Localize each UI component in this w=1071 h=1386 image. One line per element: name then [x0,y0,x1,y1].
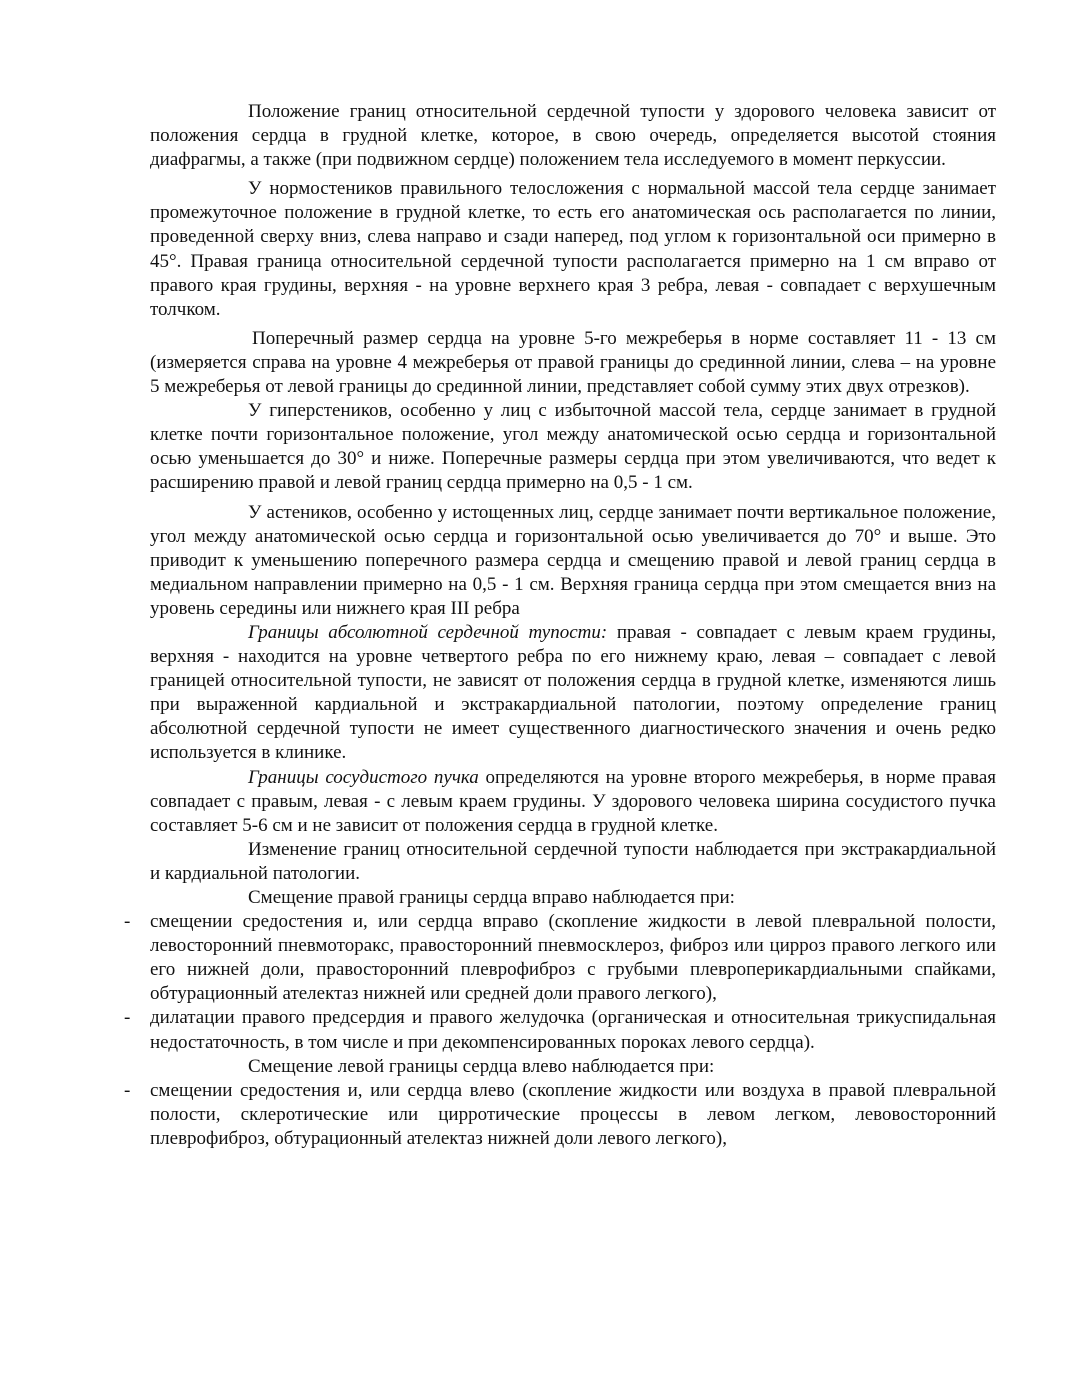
paragraph-4: У гиперстеников, особенно у лиц с избыточной массой тела, сердце занимает в грудной клетке почти горизонтальное положение, угол между анатомической осью сердца и горизонтальной осью уменьшается до 30° и ниже. Поперечные размеры сердца при этом увеличиваются, что ведет к расширению правой и левой границ сердца примерно на 0,5 - 1 см. [150,400,996,494]
list-bullet: - [124,1079,131,1101]
paragraph-1: Положение границ относительной сердечной тупости у здорового человека зависит от положения сердца в грудной клетке, которое, в свою очередь, определяется высотой стояния диафрагмы, а также (при подвижном сердце) положением тела исследуемого в момент перкуссии. [150,101,996,171]
paragraph-9: Смещение правой границы сердца вправо наблюдается при: [248,887,735,908]
paragraph-3: Поперечный размер сердца на уровне 5-го межреберья в норме составляет 11 - 13 см (измеряется справа на уровне 4 межреберья от правой границы до срединной линии, слева – на уровне 5 межреберья от левой границы до срединной линии, представляет собой сумму этих двух отрезков). [150,327,996,398]
list-item [124,1079,996,1151]
list-item-text: смещении средостения и, или сердца вправо (скопление жидкости в левой плевральной полости, левосторонний пневмоторакс, правосторонний пневмосклероз, фиброз или цирроз правого легкого или его нижней доли, правосторонний плеврофиброз с грубыми плевроперикардиальными спайками, обтурационный ателектаз нижней или средней доли правого легкого), [150,911,996,1005]
list-item-text: смещении средостения и, или сердца влево (скопление жидкости или воздуха в правой плевральной полости, склеротические или цирротические процессы в левом легком, левовосторонний плеврофиброз, обтурационный ателектаз нижней доли левого легкого), [150,1079,996,1149]
paragraph-7-heading: Границы сосудистого пучка [248,766,479,788]
paragraph-8: Изменение границ относительной сердечной тупости наблюдается при экстракардиальной и кардиальной патологии. [150,838,996,884]
list-bullet: - [124,911,131,933]
paragraph-6-heading: Границы абсолютной сердечной тупости: [248,621,608,643]
right-shift-list [124,910,996,1055]
left-shift-list [124,1079,996,1151]
list-bullet: - [124,1007,131,1029]
document-page [124,100,996,1151]
paragraph-2: У нормостеников правильного телосложения с нормальной массой тела сердце занимает промежуточное положение в грудной клетке, то есть его анатомическая ось располагается по линии, проведенной сверху вниз, слева направо и сзади наперед, под углом к горизонтальной оси примерно в 45°. Правая граница относительной сердечной тупости располагается примерно на 1 см вправо от правого края грудины, верхняя - на уровне верхнего края 3 ребра, левая - совпадает с верхушечным толчком. [150,178,996,320]
paragraph-10: Смещение левой границы сердца влево наблюдается при: [248,1055,715,1077]
paragraph-7-text: определяются на уровне второго межреберья, в норме правая совпадает с правым, левая - с левым краем грудины. У здорового человека ширина сосудистого пучка составляет 5-6 см и не зависит от положения сердца в грудной клетке. [150,766,996,836]
paragraph-5: У астеников, особенно у истощенных лиц, сердце занимает почти вертикальное положение, угол между анатомической осью сердца и горизонтальной осью увеличивается до 70° и выше. Это приводит к уменьшению поперечного размера сердца и смещению правой и левой границ сердца в медиальном направлении примерно на 0,5 - 1 см. Верхняя граница сердца при этом смещается вниз на уровень середины или нижнего края III ребра [150,501,996,619]
paragraph-6-text: правая - совпадает с левым краем грудины, верхняя - находится на уровне четвертого ребра по его нижнему краю, левая – совпадает с левой границей относительной тупости, не зависят от положения сердца в грудной клетке, изменяются лишь при выраженной кардиальной и экстракардиальной патологии, поэтому определение границ абсолютной сердечной тупости не имеет существенного диагностического значения и очень редко используется в клинике. [150,621,996,764]
list-item [124,1006,996,1054]
paragraph-7 [150,766,996,838]
paragraph-6 [150,621,996,766]
list-item-text: дилатации правого предсердия и правого желудочка (органическая и относительная трикуспидальная недостаточность, в том числе и при декомпенсированных пороках левого сердца). [150,1007,996,1053]
list-item [124,910,996,1006]
